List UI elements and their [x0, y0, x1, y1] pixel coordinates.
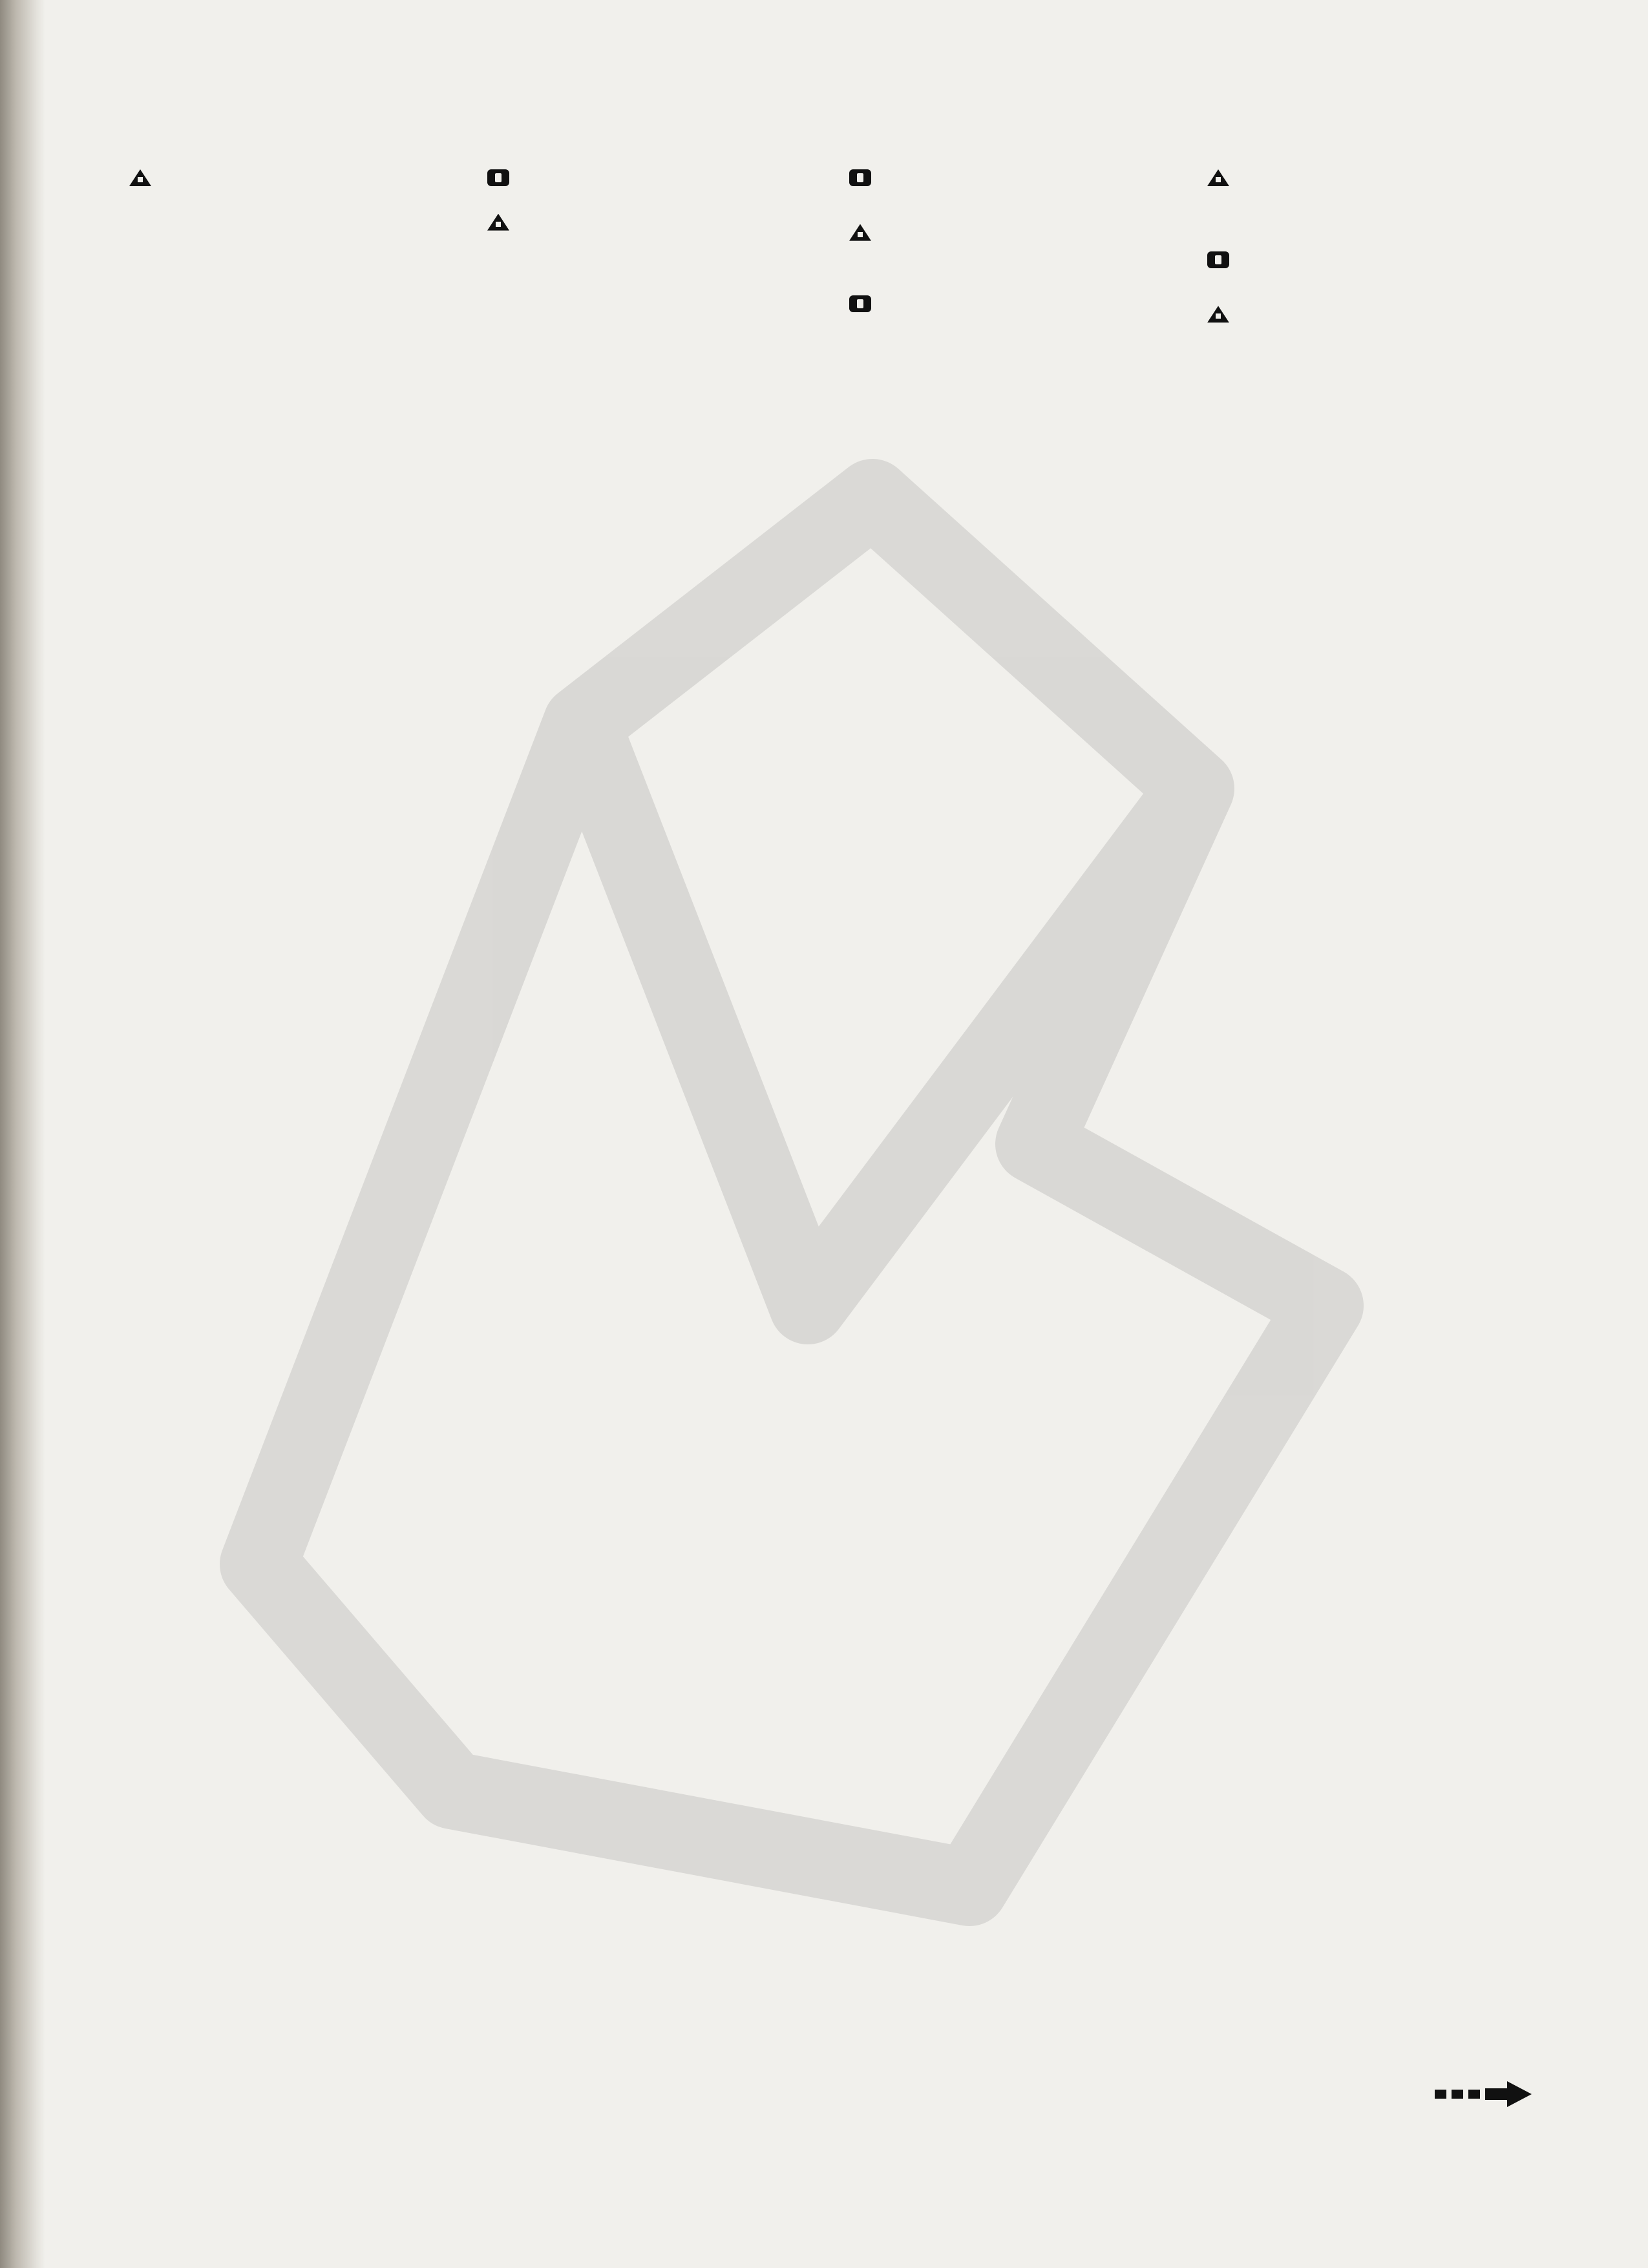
- left-arrows-icon: [0, 2119, 1648, 2183]
- question-text: [849, 290, 1179, 318]
- column-2: [487, 137, 817, 263]
- page-spine-shadow: [0, 0, 45, 2268]
- column-1: [129, 137, 459, 246]
- answer-paragraph: [849, 219, 1179, 247]
- bottom-arrow-border: [0, 2119, 1648, 2183]
- continue-arrow-icon: [1435, 2081, 1532, 2107]
- question-badge-icon: [849, 169, 871, 186]
- answer-badge-icon: [129, 169, 151, 186]
- question-text: [849, 164, 1179, 192]
- top-arrow-border: [0, 25, 1648, 89]
- answer-badge-icon: [487, 214, 509, 231]
- right-arrows-icon: [0, 25, 1648, 89]
- answer-paragraph: [487, 209, 817, 237]
- attack-logo-watermark: [162, 336, 1454, 2030]
- answer-paragraph: [1207, 164, 1537, 192]
- answer-badge-icon: [1207, 169, 1229, 186]
- answer-paragraph: [129, 164, 459, 192]
- question-badge-icon: [487, 169, 509, 186]
- column-3: [849, 137, 1179, 318]
- question-badge-icon: [849, 295, 871, 312]
- question-text: [487, 164, 817, 192]
- answer-badge-icon: [849, 224, 871, 241]
- question-text: [1207, 246, 1537, 274]
- column-4: [1207, 137, 1537, 355]
- answer-badge-icon: [1207, 306, 1229, 323]
- question-badge-icon: [1207, 251, 1229, 268]
- answer-paragraph: [1207, 301, 1537, 328]
- page-footer: [1251, 2126, 1271, 2172]
